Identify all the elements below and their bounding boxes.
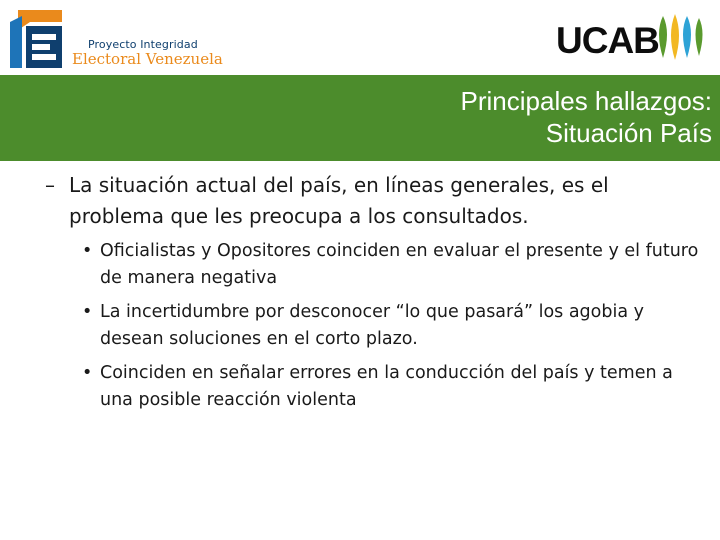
slide-content (40, 170, 700, 421)
ucab-wordmark: UCAB (556, 20, 659, 61)
sub-point-list (40, 238, 700, 414)
ucab-leaves-icon (656, 12, 706, 62)
sub-point-text: Coinciden en señalar errores en la conducción del país y temen a una posible reacción violenta (100, 363, 673, 410)
logo-line-2: Electoral Venezuela (72, 50, 223, 68)
main-point-text: La situación actual del país, en líneas generales, es el problema que les preocupa a los consultados. (69, 173, 609, 228)
title-band (0, 75, 720, 161)
dash-bullet: – (45, 173, 55, 197)
bullet-icon: • (82, 363, 93, 383)
bullet-icon: • (82, 302, 93, 322)
title-line-2: Situación País (545, 118, 712, 148)
slide-title (461, 85, 712, 149)
sub-point (40, 360, 700, 414)
main-point (40, 170, 700, 232)
project-logo (8, 8, 223, 72)
ucab-logo (556, 12, 706, 62)
integrity-logo-icon (8, 8, 68, 72)
logo-line-1: Proyecto Integridad (88, 38, 198, 51)
sub-point-text: Oficialistas y Opositores coinciden en evaluar el presente y el futuro de manera negativa (100, 241, 699, 288)
bullet-icon: • (82, 241, 93, 261)
sub-point (40, 238, 700, 292)
sub-point-text: La incertidumbre por desconocer “lo que pasará” los agobia y desean soluciones en el corto plazo. (100, 302, 644, 349)
sub-point (40, 299, 700, 353)
title-line-1: Principales hallazgos: (460, 86, 712, 116)
